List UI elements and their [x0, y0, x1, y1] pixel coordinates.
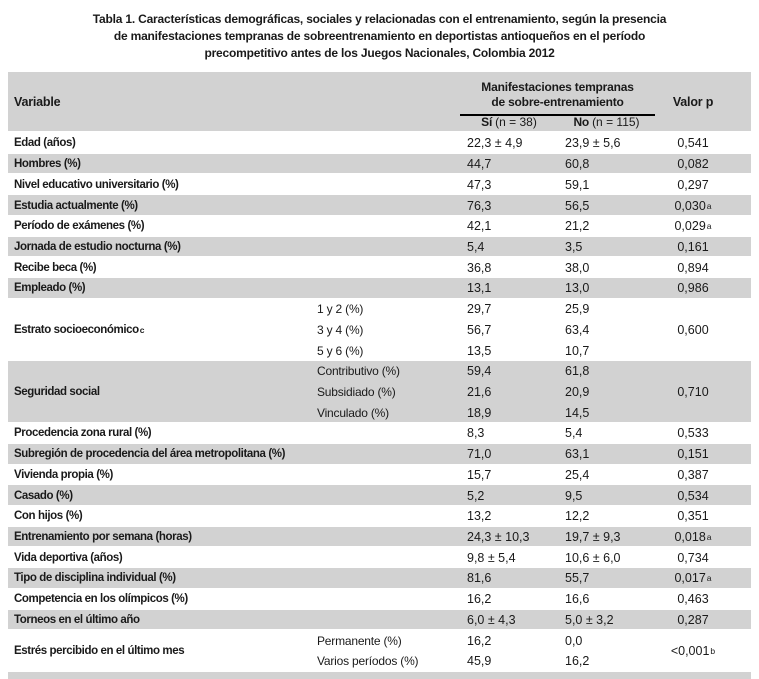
- column-header-no-n: (n = 115): [592, 115, 640, 129]
- row-variable-label: Tipo de disciplina individual (%): [14, 572, 176, 585]
- value-si: 13,5: [467, 343, 492, 358]
- row-variable-label: Seguridad social: [14, 385, 100, 398]
- value-p: 0,986: [677, 281, 709, 296]
- value-no: 59,1: [565, 177, 590, 192]
- value-no: 5,0 ± 3,2: [565, 612, 614, 627]
- table-row: [8, 154, 751, 175]
- row-sublabel: [317, 423, 460, 444]
- table-row: [8, 278, 751, 299]
- table-row: [8, 547, 751, 568]
- value-no: 63,4: [565, 322, 590, 337]
- value-si: 42,1: [467, 219, 492, 234]
- value-no: 3,5: [565, 239, 583, 254]
- row-sublabel: 1 y 2 (%): [317, 302, 364, 317]
- row-sublabel: [317, 174, 460, 195]
- value-no: 10,7: [565, 343, 590, 358]
- row-sublabel: Vinculado (%): [317, 405, 389, 420]
- row-sublabel: [317, 216, 460, 237]
- row-variable-label: Subregión de procedencia del área metropolitana (%): [14, 448, 285, 461]
- value-no: 10,6 ± 6,0: [565, 550, 621, 565]
- table-row: [8, 465, 751, 486]
- row-sublabel: Subsidiado (%): [317, 384, 396, 399]
- value-si: 81,6: [467, 571, 492, 586]
- row-variable-label: Casado (%): [14, 489, 73, 502]
- row-sublabel: [317, 568, 460, 589]
- table-row: [8, 568, 751, 589]
- value-p: 0,351: [677, 509, 709, 524]
- value-no: 63,1: [565, 447, 590, 462]
- table-row: [8, 485, 751, 506]
- value-p: 0,734: [677, 550, 709, 565]
- column-header-no: [558, 116, 655, 129]
- row-variable-label: Competencia en los olímpicos (%): [14, 593, 188, 606]
- table-row: [8, 133, 751, 154]
- table-row: [8, 423, 751, 444]
- value-si: 18,9: [467, 405, 492, 420]
- row-variable-label: Vida deportiva (años): [14, 551, 123, 564]
- row-variable-label: Estrato socioeconómico c: [14, 323, 145, 336]
- value-p: 0,534: [677, 488, 709, 503]
- table-row: [8, 527, 751, 548]
- table-row: [8, 257, 751, 278]
- value-no: 25,4: [565, 467, 590, 482]
- value-p: 0,029 a: [674, 219, 712, 234]
- value-p: 0,600: [677, 322, 709, 337]
- value-no: 16,2: [565, 654, 590, 669]
- value-si: 16,2: [467, 633, 492, 648]
- value-p: 0,387: [677, 467, 709, 482]
- table-row: [8, 610, 751, 631]
- row-sublabel: [317, 547, 460, 568]
- row-sublabel: [317, 444, 460, 465]
- value-p: 0,533: [677, 426, 709, 441]
- table-header: [8, 72, 751, 131]
- table-title-line-2: de manifestaciones tempranas de sobreentrenamiento en deportistas antioqueños en el período: [113, 29, 646, 43]
- row-variable-label: Jornada de estudio nocturna (%): [14, 240, 181, 253]
- value-si: 6,0 ± 4,3: [467, 612, 516, 627]
- row-variable-label: Procedencia zona rural (%): [14, 427, 152, 440]
- value-no: 61,8: [565, 364, 590, 379]
- value-si: 45,9: [467, 654, 492, 669]
- table-title: [0, 11, 759, 62]
- row-variable-label: Recibe beca (%): [14, 261, 97, 274]
- value-p: 0,710: [677, 384, 709, 399]
- column-group-manifestaciones: [460, 72, 655, 131]
- row-sublabel: [317, 195, 460, 216]
- row-variable-label: Estrés percibido en el último mes: [14, 644, 185, 657]
- value-no: 5,4: [565, 426, 583, 441]
- value-p: 0,287: [677, 612, 709, 627]
- value-no: 60,8: [565, 157, 590, 172]
- value-no: 13,0: [565, 281, 590, 296]
- value-no: 20,9: [565, 384, 590, 399]
- value-no: 16,6: [565, 592, 590, 607]
- row-variable-label: Hombres (%): [14, 158, 81, 171]
- table-row: [8, 237, 751, 258]
- row-sublabel: [317, 527, 460, 548]
- column-header-valor-p: Valor p: [672, 94, 714, 109]
- row-sublabel: [317, 133, 460, 154]
- value-no: 23,9 ± 5,6: [565, 136, 621, 151]
- column-group-header-label: Manifestaciones tempranas de sobre-entrenamiento: [460, 72, 655, 116]
- row-sublabel: [317, 506, 460, 527]
- value-si: 59,4: [467, 364, 492, 379]
- table-row: [8, 299, 751, 361]
- value-p: 0,541: [677, 136, 709, 151]
- value-si: 36,8: [467, 260, 492, 275]
- column-header-si-label: Sí: [481, 115, 493, 129]
- value-no: 19,7 ± 9,3: [565, 530, 621, 545]
- row-variable-label: Empleado (%): [14, 282, 86, 295]
- table-row: [8, 506, 751, 527]
- value-si: 44,7: [467, 157, 492, 172]
- row-sublabel: Permanente (%): [317, 633, 402, 648]
- row-sublabel: [317, 237, 460, 258]
- value-no: 55,7: [565, 571, 590, 586]
- value-si: 47,3: [467, 177, 492, 192]
- table-row: [8, 630, 751, 671]
- row-variable-label: Período de exámenes (%): [14, 220, 145, 233]
- value-no: 25,9: [565, 302, 590, 317]
- value-si: 9,8 ± 5,4: [467, 550, 516, 565]
- value-si: 29,7: [467, 302, 492, 317]
- value-no: 12,2: [565, 509, 590, 524]
- value-si: 8,3: [467, 426, 485, 441]
- row-variable-label: Estudia actualmente (%): [14, 199, 138, 212]
- column-header-no-label: No: [573, 115, 590, 129]
- row-sublabel: [317, 154, 460, 175]
- value-si: 16,2: [467, 592, 492, 607]
- column-header-variable: Variable: [14, 94, 61, 109]
- value-no: 21,2: [565, 219, 590, 234]
- table-row: [8, 216, 751, 237]
- table-row: [8, 589, 751, 610]
- value-p: 0,151: [677, 447, 709, 462]
- value-p: 0,030 a: [674, 198, 712, 213]
- table-title-line-3: precompetitivo antes de los Juegos Nacionales, Colombia 2012: [204, 46, 555, 60]
- value-p: <0,001 b: [670, 643, 716, 658]
- value-si: 24,3 ± 10,3: [467, 530, 530, 545]
- value-p: 0,894: [677, 260, 709, 275]
- value-no: 14,5: [565, 405, 590, 420]
- row-variable-label: Edad (años): [14, 137, 76, 150]
- value-si: 5,4: [467, 239, 485, 254]
- value-no: 9,5: [565, 488, 583, 503]
- value-p: 0,018 a: [674, 530, 712, 545]
- value-si: 71,0: [467, 447, 492, 462]
- value-si: 15,7: [467, 467, 492, 482]
- row-sublabel: Contributivo (%): [317, 364, 400, 379]
- row-variable-label: Vivienda propia (%): [14, 468, 113, 481]
- value-p: 0,297: [677, 177, 709, 192]
- row-variable-label: Entrenamiento por semana (horas): [14, 531, 192, 544]
- value-si: 13,2: [467, 509, 492, 524]
- column-header-si-n: (n = 38): [495, 115, 537, 129]
- table-row: [8, 444, 751, 465]
- data-table: [8, 72, 751, 672]
- table-title-line-1: Tabla 1. Características demográficas, sociales y relacionadas con el entrenamiento, según la presencia: [92, 12, 667, 26]
- value-no: 38,0: [565, 260, 590, 275]
- value-p: 0,082: [677, 157, 709, 172]
- row-sublabel: [317, 610, 460, 631]
- value-p: 0,463: [677, 592, 709, 607]
- value-p: 0,017 a: [674, 571, 712, 586]
- table-subheader: [460, 116, 655, 129]
- column-header-si: [460, 116, 558, 129]
- row-sublabel: Varios períodos (%): [317, 654, 419, 669]
- row-sublabel: [317, 278, 460, 299]
- value-si: 76,3: [467, 198, 492, 213]
- row-sublabel: 3 y 4 (%): [317, 322, 364, 337]
- row-sublabel: [317, 465, 460, 486]
- row-sublabel: [317, 589, 460, 610]
- row-sublabel: [317, 257, 460, 278]
- table-row: [8, 174, 751, 195]
- value-si: 21,6: [467, 384, 492, 399]
- row-variable-label: Torneos en el último año: [14, 613, 140, 626]
- table-row: [8, 195, 751, 216]
- table-row: [8, 361, 751, 423]
- value-si: 5,2: [467, 488, 485, 503]
- value-p: 0,161: [677, 239, 709, 254]
- value-si: 56,7: [467, 322, 492, 337]
- value-si: 13,1: [467, 281, 492, 296]
- value-no: 56,5: [565, 198, 590, 213]
- cutoff-row-strip: [8, 672, 751, 679]
- row-variable-label: Nivel educativo universitario (%): [14, 178, 179, 191]
- value-si: 22,3 ± 4,9: [467, 136, 523, 151]
- row-variable-label: Con hijos (%): [14, 510, 83, 523]
- row-sublabel: 5 y 6 (%): [317, 343, 364, 358]
- row-sublabel: [317, 485, 460, 506]
- value-no: 0,0: [565, 633, 583, 648]
- table-body: [8, 133, 751, 672]
